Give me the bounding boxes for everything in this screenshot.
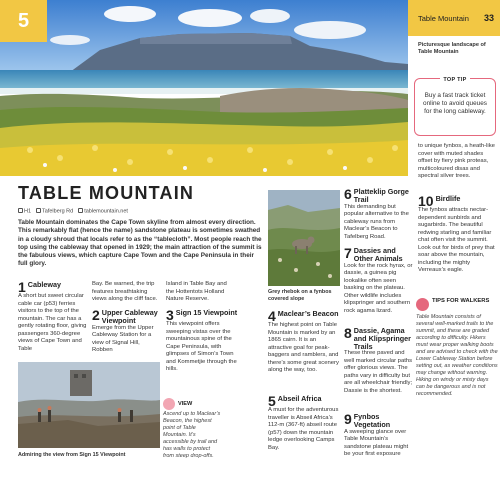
running-header xyxy=(408,0,500,36)
entry-6: 6 Platteklip Gorge Trail This demanding but popular alternative to the cableway runs from Maclear’s Beacon to Tafelberg Road. xyxy=(344,186,409,240)
entry-3: 3 Sign 15 Viewpoint This viewpoint offers sweeping vistas over the mountainous spine of the Cape Peninsula, with glimpses of Simon’s Town and Kommetjie through the hills. xyxy=(166,307,238,372)
tips-label: TIPS FOR WALKERS xyxy=(432,298,490,304)
page-number: 33 xyxy=(483,13,494,23)
map-icon xyxy=(18,208,23,213)
hero-caption: Picturesque landscape of Table Mountain xyxy=(418,42,486,55)
map-ref: H1 xyxy=(18,208,31,215)
view-label: VIEW xyxy=(178,401,193,407)
entry-8: 8 Dassie, Agama and Klipspringer Trails These three paved and well marked circular paths offer glorious views. The paths vary in difficulty but are all wheelchair friendly; Dassie is the shortest. xyxy=(344,325,413,394)
entry-5: 5 Abseil Africa A must for the adventurous traveller is Abseil Africa’s 112-m (367-ft) abseil route (p57) down the mountain ledge overlooking Camps Bay. xyxy=(268,393,339,451)
entry-2-continuation: Island in Table Bay and the Hottentots Holland Nature Reserve. xyxy=(166,281,227,302)
hero-photo xyxy=(0,0,408,176)
address-icon xyxy=(36,208,41,213)
top-tip-label: TOP TIP xyxy=(440,77,469,83)
entry-9: 9 Fynbos Vegetation A sweeping glance over Table Mountain’s sandstone plateau might be your first exposure xyxy=(344,411,409,458)
top-tip-box xyxy=(414,78,496,136)
entry-1-continuation: Bay. Be warned, the trip features breathtaking views along the cliff face. xyxy=(92,281,158,302)
view-icon xyxy=(163,398,175,410)
tips-icon xyxy=(416,298,429,311)
entry-1: 1 Cableway A short but sweet circular cable car (p53) ferries visitors to the top of the mountain. The car has a gently rotating floor, giving passengers 360-degree views of Cape Town and Table xyxy=(18,279,87,352)
address: Tafelberg Rd xyxy=(36,208,73,215)
page-title: TABLE MOUNTAIN xyxy=(18,183,195,203)
running-header-title: Table Mountain xyxy=(418,13,469,23)
web-icon xyxy=(78,208,83,213)
tips-text: Table Mountain consists of several well-marked trails to the summit, and these are graded according to difficulty. Hikers must wear proper walking boots and are advised to check with the Lower Cableway Station before setting out, as weather conditions may change without warning. Hiking on windy or misty days can be dangerous and is not recommended. xyxy=(416,314,498,397)
top-tip-text: Buy a fast track ticket online to avoid queues for the long cableway. xyxy=(423,92,487,116)
tips-for-walkers-box xyxy=(416,298,498,398)
entry-10: 10 Birdlife The fynbos attracts nectar-dependent sunbirds and sugarbirds. The beautiful redwing starling and familiar chat often visit the summit. Look out for birds of prey that soar above the mountain, including the mighty Verreaux’s eagle. xyxy=(418,193,495,273)
info-line xyxy=(18,208,128,215)
intro-text: Table Mountain dominates the Cape Town skyline from almost every direction. This remarkably flat (hence the name) sandstone plateau is sometimes swathed in a cloudy shroud that locals refer to as the “tablecloth”. Most people reach the top using the cableway that opened in 1929; the main attraction of the summit is the fabulous views, which capture Cape Town and the Cape Peninsula in their full glory. xyxy=(18,219,262,268)
entry-4: 4 Maclear’s Beacon The highest point on Table Mountain is marked by an 1865 cairn. It is an attractive goal for peak-baggers and ramblers, and there’s some great scenery along the way, too. xyxy=(268,308,339,373)
entry-2: 2 Upper Cableway Viewpoint Emerge from the Upper Cableway Station for a view of Signal Hill, Robben xyxy=(92,307,158,354)
website-link[interactable]: tablemountain.net xyxy=(78,208,128,215)
view-box xyxy=(163,398,221,460)
rhebok-photo xyxy=(268,190,340,286)
rhebok-caption: Grey rhebok on a fynbos covered slope xyxy=(268,289,332,302)
entry-7: 7 Dassies and Other Animals Look for the rock hyrax, or dassie, a guinea pig lookalike often seen basking on the plateau. Other wildlife includes klipspringer and southern rock agama lizard. xyxy=(344,245,413,314)
view-text: Ascend up to Maclear’s Beacon, the highest point of Table Mountain. It’s accessible by trail and has walls to protect from steep drop-offs. xyxy=(163,411,221,459)
chapter-number-badge: 5 xyxy=(0,0,47,42)
fynbos-continuation-text: to unique fynbos, a heath-like cover with muted shades offset by fiery pink proteas, multicoloured disas and spectral silver trees. xyxy=(418,143,495,179)
sign15-caption: Admiring the view from Sign 15 Viewpoint xyxy=(18,452,126,458)
sign15-photo xyxy=(18,362,160,448)
